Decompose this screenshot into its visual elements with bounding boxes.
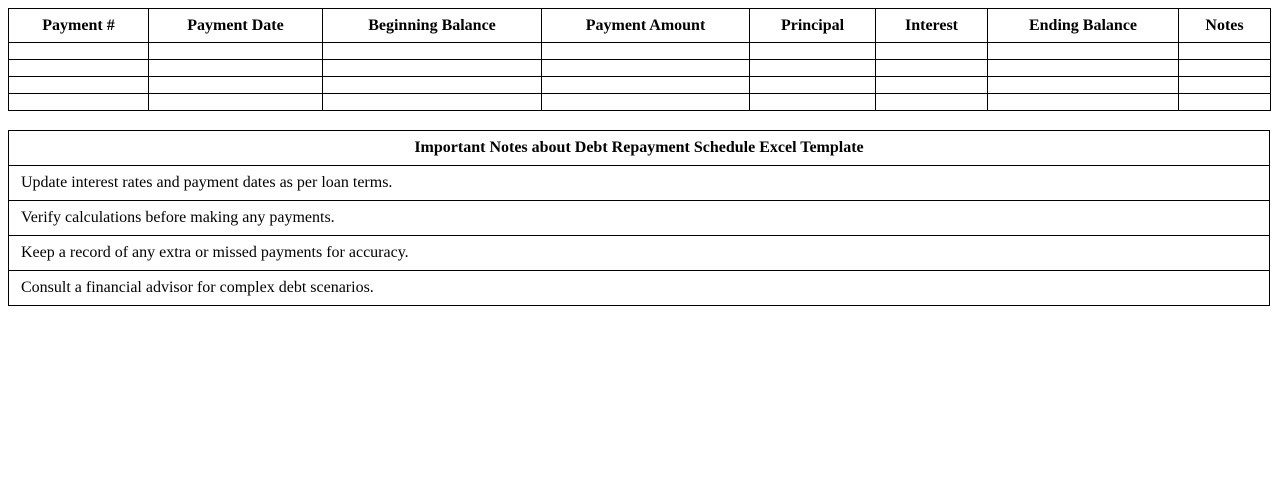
note-item: Consult a financial advisor for complex debt scenarios. <box>9 271 1270 306</box>
table-cell[interactable] <box>750 60 876 77</box>
header-ending-balance: Ending Balance <box>988 9 1179 43</box>
table-cell[interactable] <box>149 43 323 60</box>
header-payment-number: Payment # <box>9 9 149 43</box>
table-cell[interactable] <box>323 94 542 111</box>
table-cell[interactable] <box>9 60 149 77</box>
table-cell[interactable] <box>323 60 542 77</box>
header-beginning-balance: Beginning Balance <box>323 9 542 43</box>
table-cell[interactable] <box>9 94 149 111</box>
repayment-schedule-table <box>8 8 1271 111</box>
table-cell[interactable] <box>988 77 1179 94</box>
table-cell[interactable] <box>1179 77 1271 94</box>
table-row <box>9 43 1271 60</box>
notes-title-row <box>9 131 1270 166</box>
table-cell[interactable] <box>1179 60 1271 77</box>
table-cell[interactable] <box>988 94 1179 111</box>
table-row <box>9 77 1271 94</box>
header-payment-amount: Payment Amount <box>542 9 750 43</box>
table-cell[interactable] <box>876 43 988 60</box>
header-principal: Principal <box>750 9 876 43</box>
note-item: Verify calculations before making any payments. <box>9 201 1270 236</box>
note-item: Keep a record of any extra or missed payments for accuracy. <box>9 236 1270 271</box>
note-row <box>9 236 1270 271</box>
table-cell[interactable] <box>876 77 988 94</box>
table-cell[interactable] <box>876 60 988 77</box>
table-cell[interactable] <box>323 77 542 94</box>
header-interest: Interest <box>876 9 988 43</box>
table-cell[interactable] <box>542 94 750 111</box>
table-cell[interactable] <box>9 43 149 60</box>
table-cell[interactable] <box>988 60 1179 77</box>
table-cell[interactable] <box>988 43 1179 60</box>
table-cell[interactable] <box>750 43 876 60</box>
table-cell[interactable] <box>1179 43 1271 60</box>
important-notes-table <box>8 130 1270 306</box>
table-cell[interactable] <box>9 77 149 94</box>
table-cell[interactable] <box>542 43 750 60</box>
notes-title: Important Notes about Debt Repayment Schedule Excel Template <box>9 131 1270 166</box>
table-cell[interactable] <box>149 94 323 111</box>
table-cell[interactable] <box>1179 94 1271 111</box>
header-notes: Notes <box>1179 9 1271 43</box>
table-cell[interactable] <box>323 43 542 60</box>
table-cell[interactable] <box>542 60 750 77</box>
table-row <box>9 94 1271 111</box>
table-row <box>9 60 1271 77</box>
table-cell[interactable] <box>750 94 876 111</box>
note-row <box>9 271 1270 306</box>
table-cell[interactable] <box>750 77 876 94</box>
note-row <box>9 201 1270 236</box>
note-item: Update interest rates and payment dates as per loan terms. <box>9 166 1270 201</box>
header-payment-date: Payment Date <box>149 9 323 43</box>
table-cell[interactable] <box>149 77 323 94</box>
table-cell[interactable] <box>876 94 988 111</box>
table-cell[interactable] <box>542 77 750 94</box>
table-cell[interactable] <box>149 60 323 77</box>
schedule-header-row <box>9 9 1271 43</box>
note-row <box>9 166 1270 201</box>
